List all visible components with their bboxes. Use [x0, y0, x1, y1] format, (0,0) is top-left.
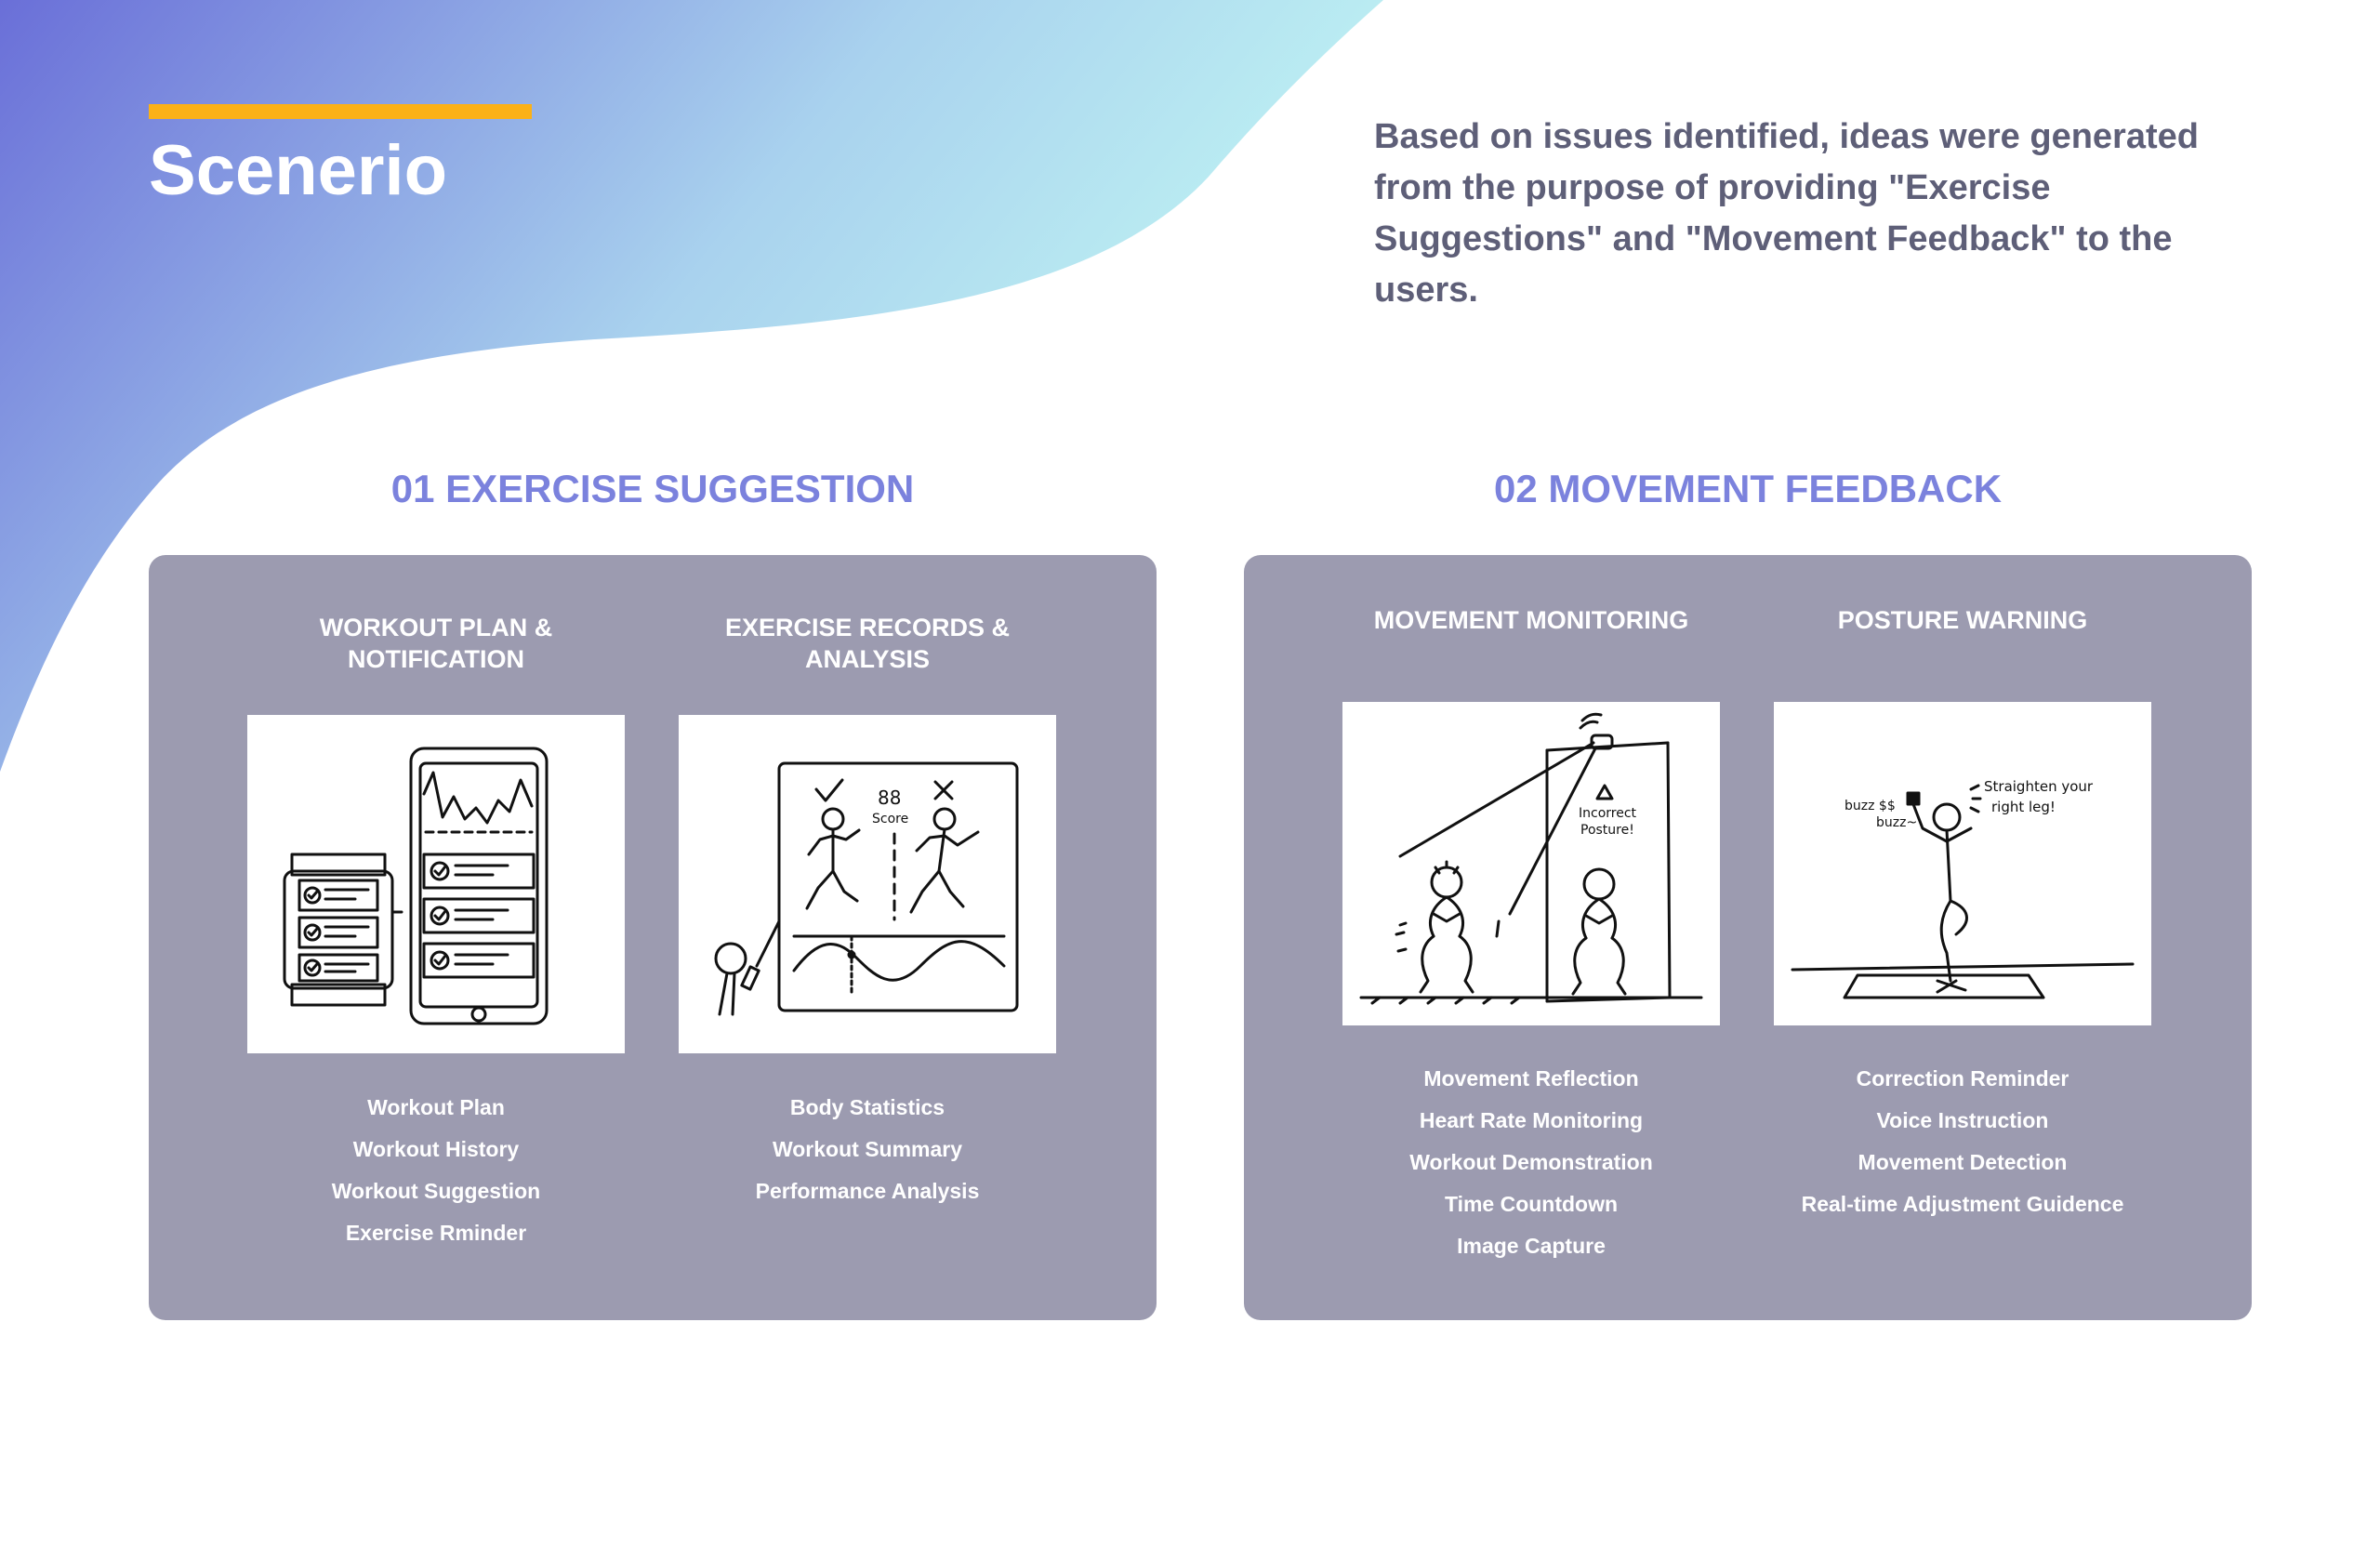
score-comparison-sketch [679, 715, 1056, 1053]
column-title-line: EXERCISE RECORDS & [724, 614, 1011, 641]
column-title-line: WORKOUT PLAN & [319, 614, 553, 641]
page-title: Scenerio [149, 131, 448, 210]
list-item: Real-time Adjustment Guidence [1801, 1192, 2124, 1216]
list-item: Exercise Rminder [345, 1221, 527, 1245]
list-item: Workout History [352, 1137, 520, 1161]
workout-plan-column-title [247, 612, 625, 675]
speech-line-2: right leg! [1991, 799, 2056, 815]
intro-paragraph: Based on issues identified, ideas were generated from the purpose of providing "Exercise Suggestions" and "Movement Feedback" to the users. [1374, 117, 2199, 310]
list-item: Time Countdown [1444, 1192, 1619, 1216]
list-item: Movement Reflection [1423, 1066, 1639, 1091]
column-title-line: ANALYSIS [804, 645, 931, 673]
list-item: Image Capture [1457, 1234, 1606, 1258]
list-item: Heart Rate Monitoring [1419, 1108, 1644, 1132]
movement-monitoring-column-title [1342, 604, 1720, 636]
score-label: Score [872, 812, 909, 826]
buzz-line-2: buzz~ [1876, 815, 1918, 830]
score-value: 88 [878, 787, 902, 809]
title-accent-bar [149, 104, 532, 119]
list-item: Correction Reminder [1856, 1066, 2069, 1091]
list-item: Workout Demonstration [1409, 1150, 1653, 1174]
list-item: Workout Plan [367, 1095, 505, 1119]
list-item: Workout Suggestion [331, 1179, 541, 1203]
column-title-line: POSTURE WARNING [1837, 606, 2088, 634]
movement-monitoring-feature-list [1342, 1058, 1720, 1267]
list-item: Performance Analysis [755, 1179, 980, 1203]
mirror-squat-sketch [1342, 702, 1720, 1025]
exercise-records-column-title [679, 612, 1056, 675]
posture-warning-feature-list [1774, 1058, 2151, 1225]
section-title-movement-feedback: 02 MOVEMENT FEEDBACK [1493, 467, 2003, 510]
posture-warning-column-title [1774, 604, 2151, 636]
list-item: Voice Instruction [1876, 1108, 2049, 1132]
warning-line-1: Incorrect [1579, 806, 1637, 821]
exercise-records-feature-list [679, 1087, 1056, 1212]
section-title-exercise-suggestion: 01 EXERCISE SUGGESTION [390, 467, 915, 510]
workout-plan-feature-list [247, 1087, 625, 1254]
list-item: Movement Detection [1858, 1150, 2068, 1174]
exercise-suggestion-panel [149, 555, 1157, 1320]
list-item: Body Statistics [789, 1095, 945, 1119]
phone-and-watch-checklist-sketch [247, 715, 625, 1053]
warning-line-2: Posture! [1580, 823, 1634, 838]
yoga-tree-pose-sketch [1774, 702, 2151, 1025]
column-title-line: MOVEMENT MONITORING [1373, 606, 1689, 634]
buzz-line-1: buzz $$ [1844, 799, 1896, 813]
list-item: Workout Summary [772, 1137, 963, 1161]
column-title-line: NOTIFICATION [348, 645, 524, 673]
speech-line-1: Straighten your [1984, 778, 2094, 795]
movement-feedback-panel [1244, 555, 2252, 1320]
